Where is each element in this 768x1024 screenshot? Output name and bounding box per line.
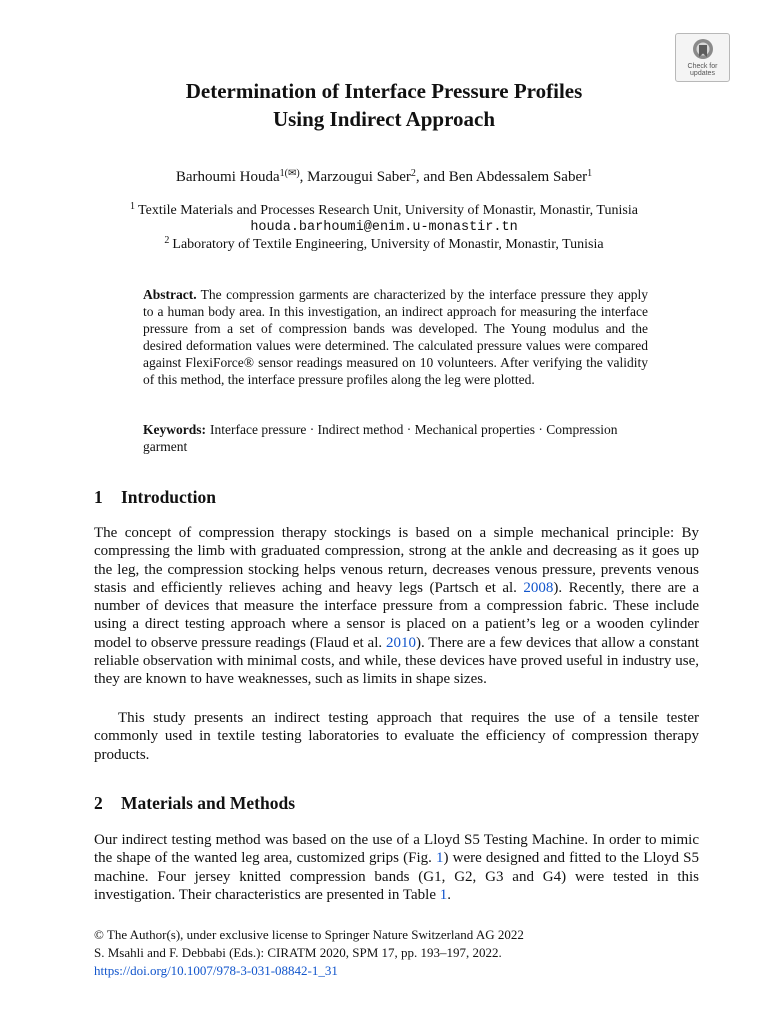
author-1: Barhoumi Houda [175, 169, 280, 185]
affiliation-1: $^1$ Textile Materials and Processes Research Unit, University of Monastir, Monastir, Tunisia [130, 201, 638, 218]
badge-label: Check for updates [687, 63, 718, 77]
corresponding-email[interactable]: houda.barhoumi@enim.u-monastir.tn [250, 220, 518, 235]
citation-line: S. Msahli and F. Debbabi (Eds.): CIRATM 2020, SPM 17, pp. 193–197, 2022. [94, 945, 502, 960]
author-2: Marzougui Saber [307, 169, 411, 185]
citation-flaud-2010[interactable]: 2010 [385, 634, 416, 651]
paper-title [0, 77, 768, 133]
author-1-affil: 1(✉) [279, 168, 300, 179]
citation-partsch-2008[interactable]: 2008 [523, 579, 554, 596]
methods-paragraph-1: Our indirect testing method was based on the use of a Lloyd S5 Testing Machine. In order to mimic the shape of the wanted leg area, customized grips (Fig. 1) were designed and fitted to the Lloyd S5 machine. Four jersey knitted compression bands (G1, G2, G3 and G4) were tested in this investigation. Their characteristics are presented in Table 1. [94, 832, 700, 903]
intro-paragraph-1: The concept of compression therapy stockings is based on a simple mechanical principle: By compressing the limb with graduated compression, strong at the ankle and decreasing as it goes up the leg, the compression stocking helps venous return, decreases venous pressure, prevents venous stasis and efficiently relieves aching and heavy legs (Partsch et al. 2008). Recently, there are a number of devices that measure the interface pressure from a compression fabric. These include using a direct testing approach where a sensor is placed on a patient’s leg or a wooden cylinder model to observe pressure readings (Flaud et al. 2010). There are a few devices that allow a constant reliable observation with minimal costs, and while, these devices have proved useful in industry use, they are known to have weaknesses, such as limits in shape sizes. [94, 525, 700, 688]
title-line-2: Using Indirect Approach [272, 107, 496, 131]
author-3-affil: 1 [587, 168, 593, 179]
keywords [143, 421, 648, 455]
intro-paragraph-2: This study presents an indirect testing approach that requires the use of a tensile tester commonly used in textile testing laboratories to evaluate the efficiency of compression therapy products. [94, 710, 699, 763]
copyright-footer [94, 926, 524, 980]
keywords-text: Interface pressure · Indirect method · Mechanical properties · Compression garment [143, 422, 618, 454]
figure-1-link[interactable]: 1 [436, 850, 444, 867]
affiliation-2: $^2$ Laboratory of Textile Engineering, University of Monastir, Monastir, Tunisia [164, 235, 604, 252]
abstract-text: The compression garments are characterized by the interface pressure they apply to a human body area. In this investigation, an indirect approach for measuring the interface pressure from a set of compression bands was developed. The Young modulus and the desired deformation values were determined. The calculated pressure values were compared against FlexiForce® sensor readings measured on 10 volunteers. After verifying the validity of this method, the interface pressure profiles along the leg were plotted. [143, 287, 648, 387]
doi-link[interactable]: https://doi.org/10.1007/978-3-031-08842-1_31 [94, 963, 338, 978]
author-list: Barhoumi Houda$^{1(✉)}$, Marzougui Saber$^2$, and Ben Abdessalem Saber$^1$ [175, 168, 593, 185]
table-1-link[interactable]: 1 [439, 886, 448, 903]
copyright-line: © The Author(s), under exclusive license to Springer Nature Switzerland AG 2022 [94, 927, 524, 942]
section-heading-materials-methods: 2 Materials and Methods [94, 793, 296, 813]
keywords-label: Keywords: [143, 422, 206, 437]
abstract-label: Abstract. [143, 287, 197, 302]
author-2-affil: 2 [410, 168, 416, 179]
bookmark-ribbon-icon [691, 38, 715, 62]
author-3: Ben Abdessalem Saber [448, 169, 588, 185]
title-line-1: Determination of Interface Pressure Profiles [185, 79, 583, 103]
abstract [143, 286, 648, 388]
check-for-updates-badge[interactable] [675, 33, 730, 82]
section-heading-introduction: 1 Introduction [94, 487, 216, 507]
